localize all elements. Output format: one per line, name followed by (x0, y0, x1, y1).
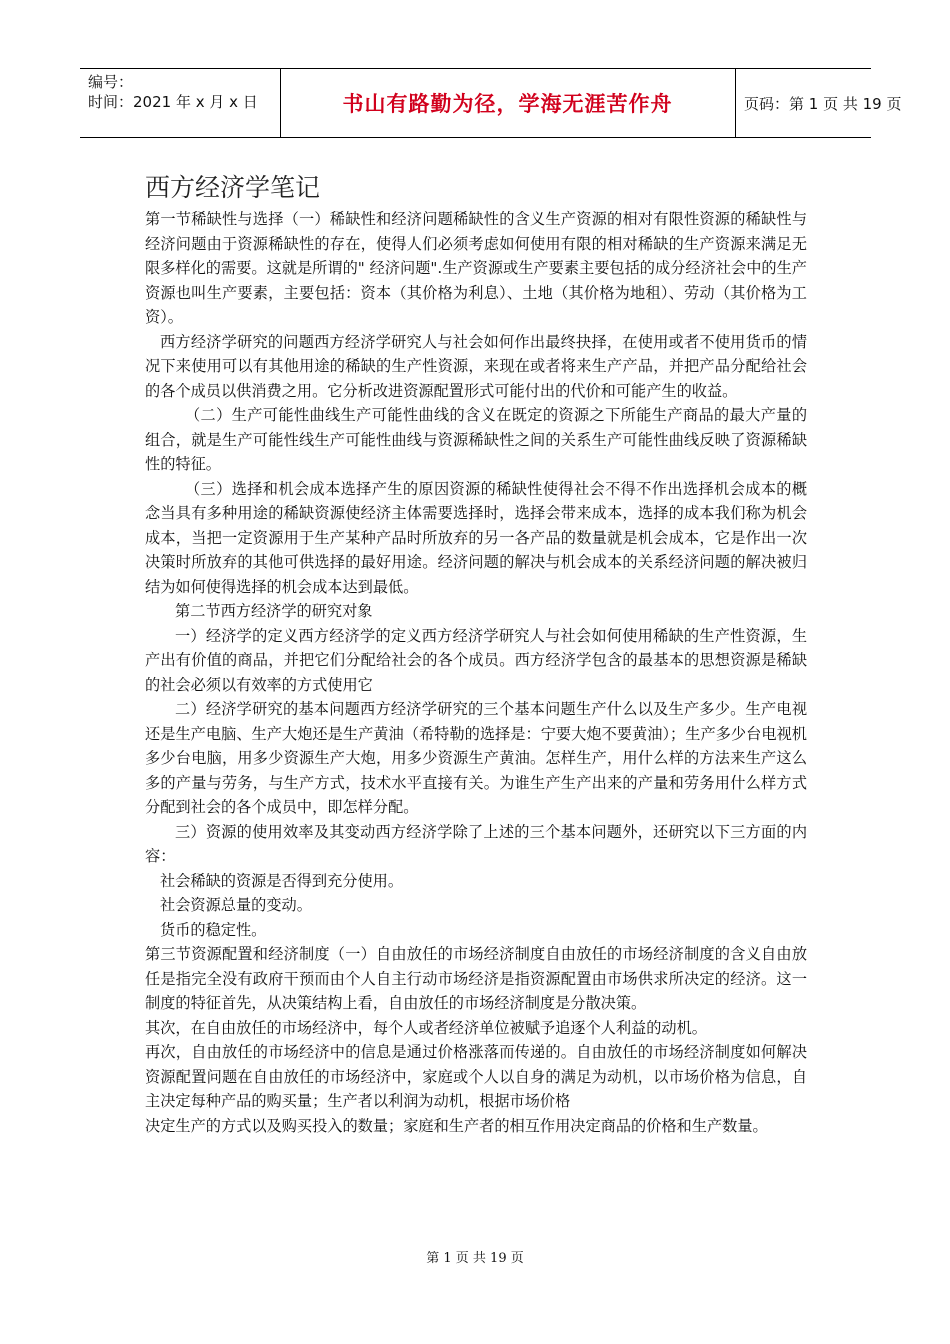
paragraph: 三）资源的使用效率及其变动西方经济学除了上述的三个基本问题外，还研究以下三方面的内容： (145, 822, 807, 865)
document-title: 西方经济学笔记 (145, 173, 321, 202)
paragraph: （三）选择和机会成本选择产生的原因资源的稀缺性使得社会不得不作出选择机会成本的概念当具有多种用途的稀缺资源使经济主体需要选择时，选择会带来成本，选择的成本我们称为机会成本，当把一定资源用于生产某种产品时所放弃的另一各产品的数量就是机会成本，它是作出一次决策时所放弃的其他可供选择的最好用途。经济问题的解决与机会成本的关系经济问题的解决被归结为如何使得选择的机会成本达到最低。 (145, 479, 807, 596)
paragraph: 一）经济学的定义西方经济学的定义西方经济学研究人与社会如何使用稀缺的生产性资源，生产出有价值的商品，并把它们分配给社会的各个成员。西方经济学包含的最基本的思想资源是稀缺的社会必须以有效率的方式使用它 (145, 626, 807, 694)
paragraph: 二）经济学研究的基本问题西方经济学研究的三个基本问题生产什么以及生产多少。生产电视还是生产电脑、生产大炮还是生产黄油（希特勒的选择是：宁要大炮不要黄油）；生产多少台电视机多少台电脑，用多少资源生产大炮，用多少资源生产黄油。怎样生产，用什么样的方法来生产这么多的产量与劳务，与生产方式，技术水平直接有关。为谁生产生产出来的产量和劳务用什么样方式分配到社会的各个成员中，即怎样分配。 (145, 700, 807, 816)
paragraph: 西方经济学研究的问题西方经济学研究人与社会如何作出最终抉择，在使用或者不使用货币的情况下来使用可以有其他用途的稀缺的生产性资源，来现在或者将来生产产品，并把产品分配给社会的各个成员以供消费之用。它分析改进资源配置形式可能付出的代价和可能产生的收益。 (145, 332, 807, 400)
page-footer: 第 1 页 共 19 页 (426, 1251, 524, 1266)
list-item: 货币的稳定性。 (160, 920, 267, 939)
section-heading: 第二节西方经济学的研究对象 (175, 602, 373, 620)
document-body (145, 207, 807, 1138)
header-meta-cell (80, 69, 281, 137)
paragraph: （二）生产可能性曲线生产可能性曲线的含义在既定的资源之下所能生产商品的最大产量的组合，就是生产可能性线生产可能性曲线与资源稀缺性之间的关系生产可能性曲线反映了资源稀缺性的特征。 (145, 406, 807, 473)
paragraph: 再次，自由放任的市场经济中的信息是通过价格涨落而传递的。自由放任的市场经济制度如何解决资源配置问题在自由放任的市场经济中，家庭或个人以自身的满足为动机，以市场价格为信息，自主决定每种产品的购买量；生产者以利润为动机，根据市场价格 (145, 1043, 807, 1110)
header-motto-cell (280, 69, 736, 137)
paragraph: 第一节稀缺性与选择（一）稀缺性和经济问题稀缺性的含义生产资源的相对有限性资源的稀缺性与经济问题由于资源稀缺性的存在，使得人们必须考虑如何使用有限的相对稀缺的生产资源来满足无限多样化的需要。这就是所谓的" 经济问题".生产资源或生产要素主要包括的成分经济社会中的生产资源也叫生产要素，主要包括：资本（其价格为利息）、土地（其价格为地租）、劳动（其价格为工资）。 (145, 210, 807, 326)
header-page-cell (736, 69, 902, 137)
paragraph: 其次，在自由放任的市场经济中，每个人或者经济单位被赋予追逐个人利益的动机。 (145, 1018, 707, 1037)
page-header (80, 68, 902, 138)
list-item: 社会稀缺的资源是否得到充分使用。 (160, 871, 403, 890)
date-label: 时间：2021 年 x 月 x 日 (88, 93, 258, 111)
page-info: 页码：第 1 页 共 19 页 (744, 94, 902, 113)
serial-number-label: 编号： (88, 73, 134, 91)
list-item: 社会资源总量的变动。 (160, 896, 312, 914)
paragraph: 第三节资源配置和经济制度（一）自由放任的市场经济制度自由放任的市场经济制度的含义自由放任是指完全没有政府干预而由个人自主行动市场经济是指资源配置由市场供求所决定的经济。这一制度的特征首先，从决策结构上看，自由放任的市场经济制度是分散决策。 (145, 945, 807, 1012)
paragraph: 决定生产的方式以及购买投入的数量；家庭和生产者的相互作用决定商品的价格和生产数量。 (145, 1116, 768, 1135)
motto-text: 书山有路勤为径，学海无涯苦作舟 (342, 92, 673, 116)
